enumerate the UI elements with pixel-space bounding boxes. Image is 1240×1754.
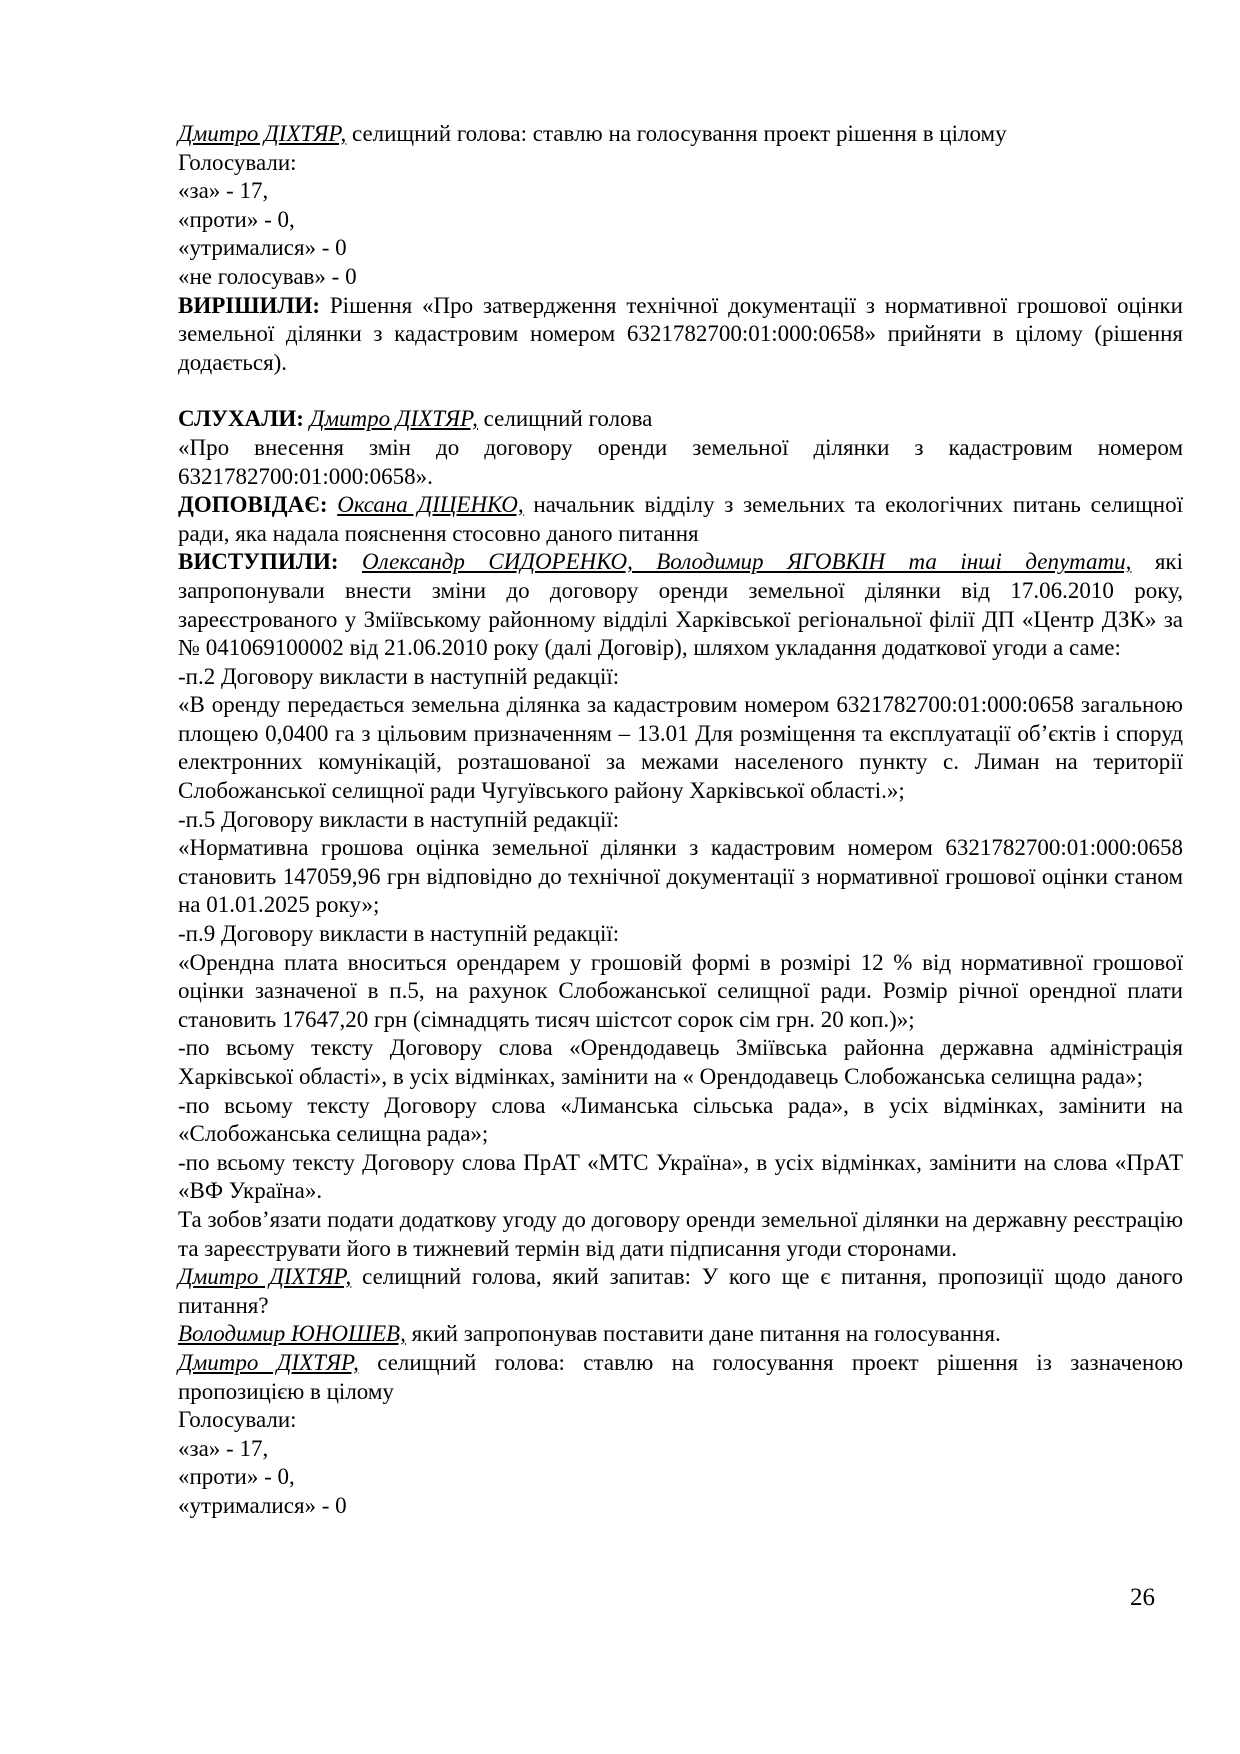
speaker-name: Дмитро ДІХТЯР, [309, 406, 478, 432]
amendment-text-9: «Орендна плата вноситься орендарем у грошовій формі в розмірі 12 % від нормативної грошової оцінки зазначеної в п.5, на рахунок Слобожанської селищної ради. Розмір річної орендної плати становить 17647,20 грн (сімнадцять тисяч шістсот сорок сім грн. 20 коп.)»; [178, 949, 1183, 1032]
decision-label: ВИРІШИЛИ: [178, 292, 321, 318]
paragraph-speakers [178, 548, 1183, 662]
amendment-lessor: -по всьому тексту Договору слова «Орендодавець Зміївська районна державна адміністрація Харківської області», в усіх відмінках, замінити на « Орендодавець Слобожанська селищна рада»; [178, 1035, 1183, 1089]
paragraph-vote-call-2 [178, 1349, 1183, 1406]
vote-against: «проти» - 0, [178, 206, 295, 232]
amendment-text-5: «Нормативна грошова оцінка земельної ділянки з кадастровим номером 6321782700:01:000:0658 становить 147059,96 грн відповідно до технічної документації з нормативної грошової оцінки станом на 01.01.2025 року»; [178, 835, 1183, 918]
vote-abstained: «утрималися» - 0 [178, 235, 347, 261]
paragraph-text: які запропонували внести зміни до договору оренди земельної ділянки від 17.06.2010 року, зареєстрованого у Зміївському районному відділі Харківської регіональної філії ДП «Центр ДЗК» за № 041069100002 від 21.06.2010 року (далі Договір), шляхом укладання додаткової угоди а саме: [178, 549, 1183, 661]
paragraph-text: Рішення «Про затвердження технічної документації з нормативної грошової оцінки земельної ділянки з кадастровим номером 6321782700:01:000:0658» прийняти в цілому (рішення додається). [178, 292, 1183, 375]
vote-abstained: «утрималися» - 0 [178, 1492, 347, 1518]
reporter-label: ДОПОВІДАЄ: [178, 492, 328, 518]
speaker-name: Оксана ДІЦЕНКО, [337, 492, 524, 518]
spacer [178, 377, 1183, 405]
page-number: 26 [1130, 1584, 1155, 1611]
vote-against: «проти» - 0, [178, 1464, 295, 1490]
vote-heading: Голосували: [178, 149, 297, 175]
heard-label: СЛУХАЛИ: [178, 406, 304, 432]
paragraph-heard [178, 405, 1183, 434]
amendment-text-2: «В оренду передається земельна ділянка за кадастровим номером 6321782700:01:000:0658 загальною площею 0,0400 га з цільовим призначенням – 13.01 Для розміщення та експлуатації об’єктів і споруд електронних комунікацій, розташованої за межами населеного пункту с. Лиман на території Слобожанської селищної ради Чугуївського району Харківської області.»; [178, 692, 1183, 804]
speaker-name: Дмитро ДІХТЯР, [178, 1349, 359, 1375]
paragraph-text: селищний голова [477, 406, 653, 432]
paragraph-text: який запропонував поставити дане питання на голосування. [405, 1321, 1001, 1347]
vote-heading: Голосували: [178, 1407, 297, 1433]
paragraph-text: селищний голова: ставлю на голосування проект рішення із зазначеною пропозицією в цілому [178, 1349, 1184, 1404]
vote-for: «за» - 17, [178, 1435, 269, 1461]
speaker-names: Олександр СИДОРЕНКО, Володимир ЯГОВКІН та інші депутати, [361, 549, 1132, 575]
paragraph-text: начальник відділу з земельних та екологічних питань селищної ради, яка надала пояснення стосовно даного питання [178, 492, 1183, 546]
agenda-item-title: «Про внесення змін до договору оренди земельної ділянки з кадастровим номером 6321782700:01:000:0658». [178, 434, 1183, 489]
speaker-name: Дмитро ДІХТЯР, [178, 121, 347, 146]
amendment-tenant: -по всьому тексту Договору слова ПрАТ «МТС Україна», в усіх відмінках, замінити на слова «ПрАТ «ВФ Україна». [178, 1149, 1183, 1204]
paragraph-text: селищний голова, який запитав: У кого ще є питання, пропозиції щодо даного питання? [178, 1264, 1184, 1318]
speaker-name: Володимир ЮНОШЕВ, [178, 1321, 406, 1347]
amendment-council: -по всьому тексту Договору слова «Лиманська сільська рада», в усіх відмінках, замінити на «Слобожанська селищна рада»; [178, 1092, 1183, 1147]
amendment-item-9: -п.9 Договору викласти в наступній редакції: [178, 921, 620, 947]
document-body [178, 120, 1183, 1521]
paragraph-text: селищний голова: ставлю на голосування проект рішення в цілому [346, 121, 1007, 146]
speakers-label: ВИСТУПИЛИ: [178, 549, 339, 575]
amendment-item-2: -п.2 Договору викласти в наступній редакції: [178, 663, 620, 689]
paragraph-vote-call [178, 120, 1183, 149]
vote-not-voted: «не голосував» - 0 [178, 263, 357, 289]
paragraph-reporter [178, 491, 1183, 548]
paragraph-obligation: Та зобов’язати подати додаткову угоду до договору оренди земельної ділянки на державну реєстрацію та зареєструвати його в тижневий термін від дати підписання угоди сторонами. [178, 1206, 1183, 1261]
amendment-item-5: -п.5 Договору викласти в наступній редакції: [178, 806, 620, 832]
speaker-name: Дмитро ДІХТЯР, [178, 1264, 352, 1290]
paragraph-question [178, 1263, 1183, 1320]
paragraph-decision [178, 292, 1183, 378]
paragraph-proposal [178, 1320, 1183, 1349]
vote-for: «за» - 17, [178, 178, 269, 204]
